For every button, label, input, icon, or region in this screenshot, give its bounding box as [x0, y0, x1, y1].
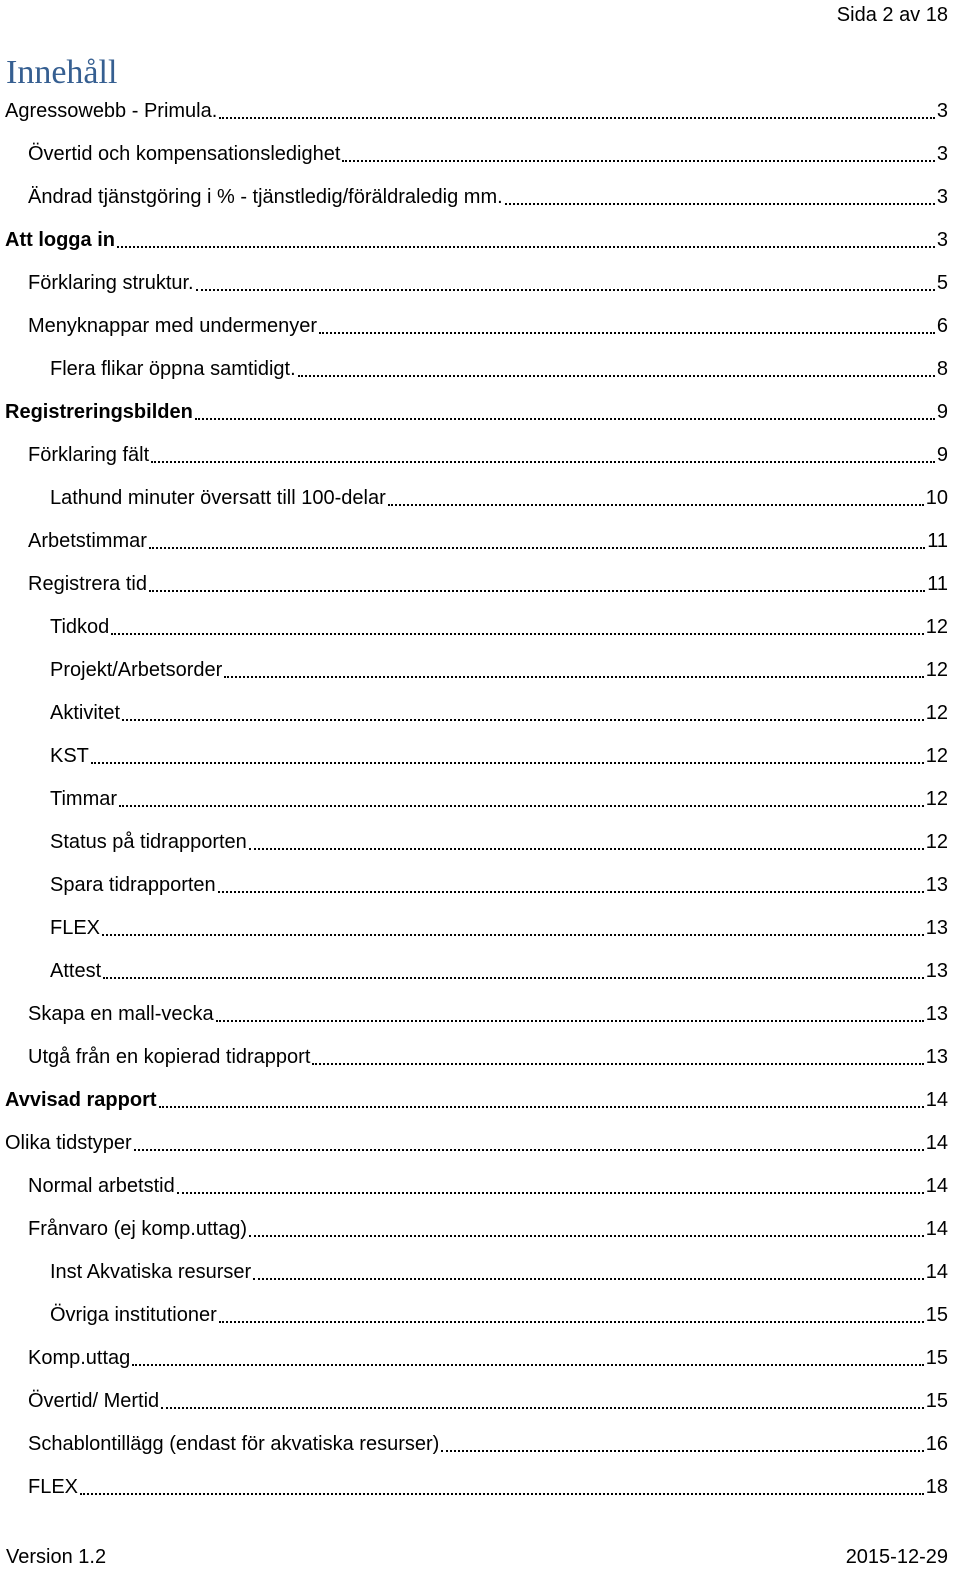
toc-entry-label: Status på tidrapporten: [50, 831, 247, 853]
toc-entry[interactable]: [0, 862, 960, 905]
toc-dot-leader: [132, 1346, 923, 1366]
toc-dot-leader: [441, 1432, 923, 1452]
toc-dot-leader: [224, 658, 923, 678]
toc-entry-label: Att logga in: [5, 229, 115, 251]
toc-entry-label: Spara tidrapporten: [50, 874, 216, 896]
toc-entry-label: Förklaring fält: [28, 444, 150, 466]
toc-entry-label: Ändrad tjänstgöring i % - tjänstledig/föräldraledig mm.: [28, 186, 503, 208]
toc-entry-label: Lathund minuter översatt till 100-delar: [50, 487, 386, 509]
toc-dot-leader: [219, 99, 935, 119]
toc-dot-leader: [195, 400, 935, 420]
toc-entry[interactable]: [0, 991, 960, 1034]
toc-entry-page-number: 13: [925, 874, 948, 896]
toc-entry[interactable]: [0, 217, 960, 260]
toc-dot-leader: [102, 916, 924, 936]
toc-dot-leader: [122, 701, 924, 721]
toc-entry-page-number: 13: [925, 917, 948, 939]
toc-entry[interactable]: [0, 604, 960, 647]
toc-entry-label: Olika tidstyper: [5, 1132, 132, 1154]
toc-entry[interactable]: [0, 819, 960, 862]
toc-entry-label: Övertid/ Mertid: [28, 1390, 160, 1412]
toc-entry-label: Normal arbetstid: [28, 1175, 175, 1197]
toc-entry-page-number: 3: [936, 186, 948, 208]
toc-entry-page-number: 12: [925, 745, 948, 767]
toc-dot-leader: [103, 959, 924, 979]
toc-entry[interactable]: [0, 1421, 960, 1464]
toc-dot-leader: [117, 228, 935, 248]
toc-dot-leader: [151, 443, 935, 463]
table-of-contents: [0, 88, 960, 1507]
toc-entry-page-number: 12: [925, 831, 948, 853]
toc-entry-label: Agressowebb - Primula.: [5, 100, 218, 122]
toc-entry[interactable]: [0, 1464, 960, 1507]
toc-entry-page-number: 6: [936, 315, 948, 337]
toc-entry-page-number: 3: [936, 229, 948, 251]
toc-entry-label: FLEX: [28, 1476, 79, 1498]
toc-dot-leader: [134, 1131, 924, 1151]
toc-entry[interactable]: [0, 303, 960, 346]
toc-entry-page-number: 14: [925, 1175, 948, 1197]
toc-entry-page-number: 5: [936, 272, 948, 294]
toc-entry-label: Flera flikar öppna samtidigt.: [50, 358, 296, 380]
toc-entry-page-number: 16: [925, 1433, 948, 1455]
toc-entry[interactable]: [0, 776, 960, 819]
toc-entry-label: Övriga institutioner: [50, 1304, 217, 1326]
toc-entry-page-number: 10: [925, 487, 948, 509]
toc-entry-page-number: 3: [936, 143, 948, 165]
toc-entry-page-number: 12: [925, 788, 948, 810]
toc-entry[interactable]: [0, 1120, 960, 1163]
toc-entry-label: Projekt/Arbetsorder: [50, 659, 223, 681]
toc-dot-leader: [388, 486, 924, 506]
toc-dot-leader: [119, 787, 924, 807]
toc-entry-page-number: 11: [927, 573, 948, 595]
toc-entry-page-number: 14: [925, 1218, 948, 1240]
toc-entry-label: Skapa en mall-vecka: [28, 1003, 214, 1025]
toc-entry-page-number: 14: [925, 1261, 948, 1283]
toc-dot-leader: [91, 744, 924, 764]
toc-entry-label: Timmar: [50, 788, 118, 810]
toc-entry[interactable]: [0, 174, 960, 217]
toc-entry[interactable]: [0, 733, 960, 776]
toc-entry[interactable]: [0, 260, 960, 303]
toc-entry[interactable]: [0, 518, 960, 561]
toc-entry-page-number: 8: [936, 358, 948, 380]
toc-entry-label: Menyknappar med undermenyer: [28, 315, 318, 337]
toc-entry-label: Registrera tid: [28, 573, 147, 595]
toc-entry-page-number: 15: [925, 1390, 948, 1412]
toc-entry-label: Förklaring struktur.: [28, 272, 194, 294]
toc-dot-leader: [505, 185, 935, 205]
toc-dot-leader: [159, 1088, 924, 1108]
toc-dot-leader: [298, 357, 935, 377]
toc-entry-label: Tidkod: [50, 616, 110, 638]
toc-entry[interactable]: [0, 432, 960, 475]
toc-entry-page-number: 18: [925, 1476, 948, 1498]
toc-entry-page-number: 9: [936, 401, 948, 423]
toc-dot-leader: [216, 1002, 924, 1022]
document-version: Version 1.2: [6, 1546, 107, 1568]
toc-entry-label: Inst Akvatiska resurser: [50, 1261, 252, 1283]
toc-entry[interactable]: [0, 1335, 960, 1378]
toc-entry-label: Komp.uttag: [28, 1347, 131, 1369]
toc-dot-leader: [196, 271, 935, 291]
toc-entry-page-number: 12: [925, 702, 948, 724]
toc-entry-label: Avvisad rapport: [5, 1089, 157, 1111]
toc-entry[interactable]: [0, 88, 960, 131]
toc-dot-leader: [177, 1174, 924, 1194]
toc-entry-label: Frånvaro (ej komp.uttag): [28, 1218, 247, 1240]
toc-dot-leader: [253, 1260, 924, 1280]
toc-entry-page-number: 12: [925, 616, 948, 638]
toc-entry[interactable]: [0, 346, 960, 389]
toc-dot-leader: [149, 529, 925, 549]
toc-entry-label: Övertid och kompensationsledighet: [28, 143, 341, 165]
toc-entry-label: Registreringsbilden: [5, 401, 193, 423]
toc-entry-label: Schablontillägg (endast för akvatiska resurser): [28, 1433, 440, 1455]
toc-entry[interactable]: [0, 690, 960, 733]
toc-entry[interactable]: [0, 1249, 960, 1292]
toc-entry-label: KST: [50, 745, 89, 767]
toc-entry[interactable]: [0, 1292, 960, 1335]
toc-entry-label: Arbetstimmar: [28, 530, 147, 552]
toc-entry[interactable]: [0, 647, 960, 690]
toc-entry[interactable]: [0, 389, 960, 432]
toc-dot-leader: [80, 1475, 924, 1495]
toc-entry-page-number: 12: [925, 659, 948, 681]
toc-entry[interactable]: [0, 1077, 960, 1120]
toc-dot-leader: [249, 1217, 924, 1237]
toc-title: Innehåll: [6, 54, 118, 91]
toc-dot-leader: [219, 1303, 924, 1323]
toc-entry-label: Aktivitet: [50, 702, 121, 724]
toc-entry-page-number: 14: [925, 1089, 948, 1111]
toc-entry[interactable]: [0, 131, 960, 174]
toc-dot-leader: [342, 142, 934, 162]
toc-entry[interactable]: [0, 905, 960, 948]
toc-entry-label: Utgå från en kopierad tidrapport: [28, 1046, 311, 1068]
toc-entry[interactable]: [0, 561, 960, 604]
toc-dot-leader: [249, 830, 924, 850]
toc-entry[interactable]: [0, 1206, 960, 1249]
document-date: 2015-12-29: [845, 1546, 948, 1568]
toc-dot-leader: [312, 1045, 923, 1065]
toc-dot-leader: [149, 572, 925, 592]
toc-dot-leader: [218, 873, 924, 893]
toc-entry-page-number: 11: [927, 530, 948, 552]
toc-entry-page-number: 13: [925, 1046, 948, 1068]
toc-dot-leader: [319, 314, 935, 334]
toc-entry-page-number: 13: [925, 960, 948, 982]
toc-entry-page-number: 3: [936, 100, 948, 122]
page-footer: [6, 1546, 948, 1569]
toc-entry[interactable]: [0, 948, 960, 991]
toc-entry[interactable]: [0, 1163, 960, 1206]
toc-dot-leader: [111, 615, 923, 635]
toc-entry[interactable]: [0, 1378, 960, 1421]
toc-entry-page-number: 15: [925, 1304, 948, 1326]
toc-entry-page-number: 14: [925, 1132, 948, 1154]
toc-dot-leader: [161, 1389, 924, 1409]
toc-entry-label: FLEX: [50, 917, 101, 939]
toc-entry[interactable]: [0, 1034, 960, 1077]
toc-entry-page-number: 15: [925, 1347, 948, 1369]
toc-entry[interactable]: [0, 475, 960, 518]
toc-entry-page-number: 9: [936, 444, 948, 466]
toc-entry-label: Attest: [50, 960, 102, 982]
toc-entry-page-number: 13: [925, 1003, 948, 1025]
page-number-header: Sida 2 av 18: [836, 4, 948, 26]
